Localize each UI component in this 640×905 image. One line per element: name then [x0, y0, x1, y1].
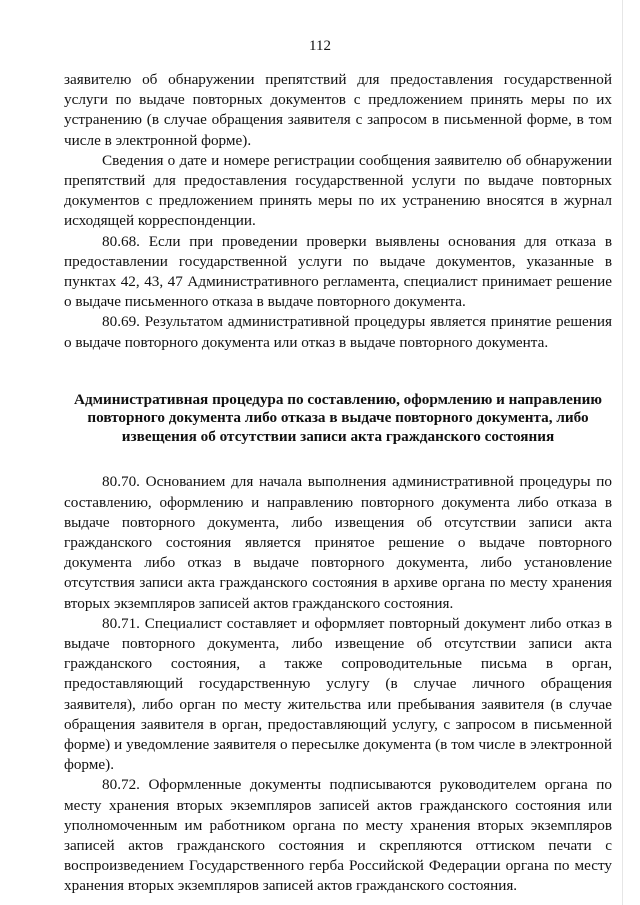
paragraph-80-69: 80.69. Результатом административной процедуры является принятие решения о выдаче повторного документа или отказ в выдаче повторного документа. [64, 313, 612, 351]
scan-edge-shadow [622, 0, 623, 905]
paragraph-80-68: 80.68. Если при проведении проверки выявлены основания для отказа в предоставлении государственной услуги по выдаче документов, указанные в пунктах 42, 43, 47 Административного регламента, специалист принимает решение о выдаче письменного отказа в выдаче повторного документа. [64, 232, 612, 311]
paragraph-continuation: заявителю об обнаружении препятствий для предоставления государственной услуги по выдаче повторных документов с предложением принять меры по их устранению (в случае обращения заявителя с запросом в письменной форме, в том числе в электронной форме). [64, 71, 612, 149]
section-heading-line: повторного документа либо отказа в выдаче повторного документа, либо [87, 409, 589, 427]
document-body [64, 70, 612, 897]
page-number: 112 [309, 38, 331, 54]
section-heading-line: Административная процедура по составлению, оформлению и направлению [74, 390, 602, 408]
paragraph-80-71: 80.71. Специалист составляет и оформляет повторный документ либо отказ в выдаче повторного документа, либо извещение об отсутствии записи акта гражданского состояния, а также сопроводительные письма в орган, предоставляющий государственную услугу (в случае личного обращения заявителя), либо орган по месту жительства или пребывания заявителя (в случае обращения заявителя в орган, предоставляющий услугу, с запросом в письменной форме) и уведомление заявителя о пересылке документа (в том числе в электронной форме). [64, 614, 612, 774]
section-heading [64, 391, 612, 447]
section-heading-line: извещения об отсутствии записи акта гражданского состояния [121, 427, 555, 445]
paragraph-80-72: 80.72. Оформленные документы подписываются руководителем органа по месту хранения вторых экземпляров записей актов гражданского состояния или уполномоченным им работником органа по месту хранения вторых экземпляров записей актов гражданского состояния и скрепляются оттиском печати с воспроизведением Государственного герба Российской Федерации органа по месту хранения вторых экземпляров записей актов гражданского состояния. [64, 776, 612, 895]
paragraph-80-70: 80.70. Основанием для начала выполнения административной процедуры по составлению, оформлению и направлению повторного документа либо отказа в выдаче повторного документа, либо извещения об отсутствии записи акта гражданского состояния является принятое решение о выдаче повторного документа либо отказ в выдаче повторного документа, либо установление отсутствия записи акта гражданского состояния в архиве органа по месту хранения вторых экземпляров записей актов гражданского состояния. [64, 473, 612, 612]
paragraph-registration-info: Сведения о дате и номере регистрации сообщения заявителю об обнаружении препятствий для предоставления государственной услуги по выдаче повторных документов с предложением принять меры по их устранению вносятся в журнал исходящей корреспонденции. [64, 151, 612, 230]
